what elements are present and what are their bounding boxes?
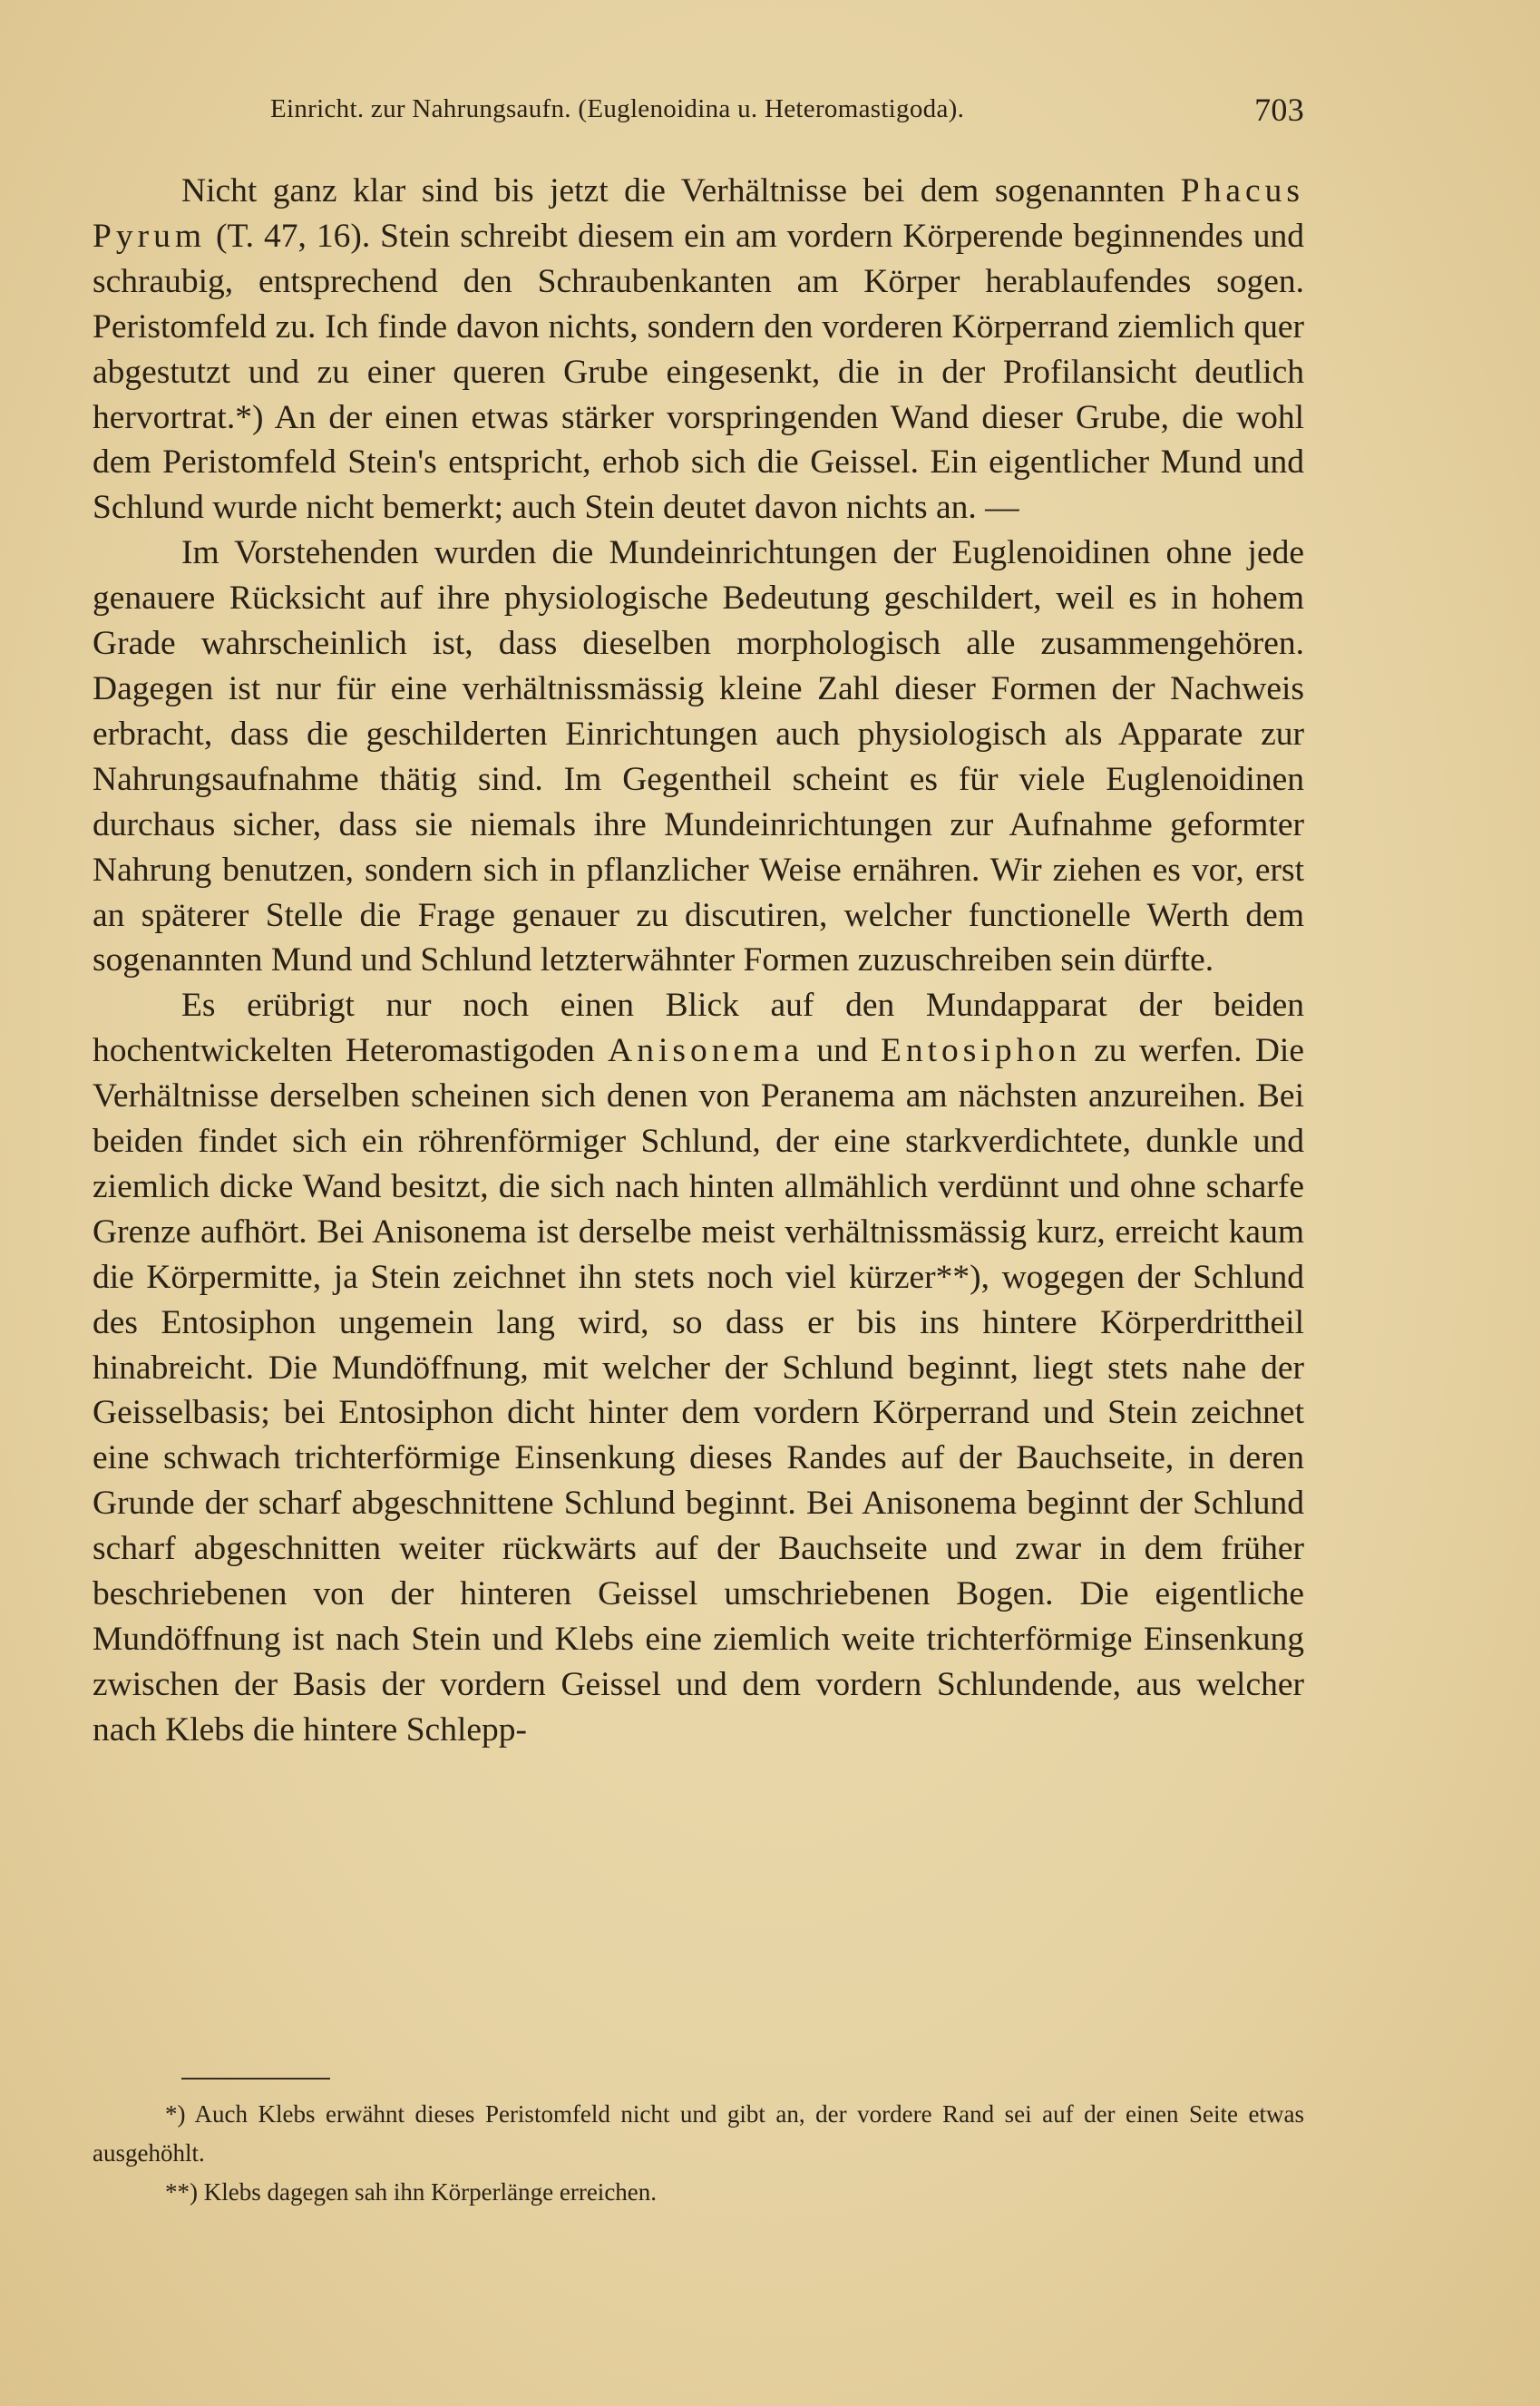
taxon-name: Entosiphon xyxy=(880,1032,1081,1070)
footnote-1: *) Auch Klebs erwähnt dieses Peristomfeld nicht und gibt an, der vordere Rand sei auf der einen Seite etwas ausgehöhlt. xyxy=(93,2100,1304,2167)
paragraph-text: und xyxy=(803,1032,881,1070)
paragraph-mundeinrichtungen: Im Vorstehenden wurden die Mundeinrichtungen der Euglenoidinen ohne jede genauere Rücksicht auf ihre physiologische Bedeutung geschildert, weil es in hohem Grade wahrscheinlich ist, dass dieselben morphologisch alle zusammengehören. Dagegen ist nur für eine verhältnissmässig kleine Zahl dieser Formen der Nachweis erbracht, dass die geschilderten Einrichtungen auch physiologisch als Apparate zur Nahrungsaufnahme thätig sind. Im Gegentheil scheint es für viele Euglenoidinen durchaus sicher, dass sie niemals ihre Mundeinrichtungen zur Aufnahme geformter Nahrung benutzen, sondern sich in pflanzlicher Weise ernähren. Wir ziehen es vor, erst an späterer Stelle die Frage genauer zu discutiren, welcher functionelle Werth dem sogenannten Mund und Schlund letzterwähnter Formen zuzuschreiben sein dürfte. xyxy=(93,534,1304,979)
paragraph-heteromastigoden xyxy=(93,983,1304,1752)
running-head-title: Einricht. zur Nahrungsaufn. (Euglenoidina u. Heteromastigoda). xyxy=(270,94,965,123)
page-number: 703 xyxy=(1254,92,1304,128)
paragraph-text: (T. 47, 16). Stein schreibt diesem ein am vordern Körperende beginnendes und schraubig, entsprechend den Schraubenkanten am Körper herablaufendes sogen. Peristomfeld zu. Ich finde davon nichts, sondern den vorderen Körperrand ziemlich quer abgestutzt und zu einer queren Grube eingesenkt, die in der Profilansicht deutlich hervortrat.*) An der einen etwas stärker vorspringenden Wand dieser Grube, die wohl dem Peristomfeld Stein's entspricht, erhob sich die Geissel. Ein eigentlicher Mund und Schlund wurde nicht bemerkt; auch Stein deutet davon nichts an. — xyxy=(93,217,1304,527)
taxon-name: Anisonema xyxy=(608,1032,804,1070)
paragraph-text: Nicht ganz klar sind bis jetzt die Verhältnisse bei dem sogenannten xyxy=(181,172,1181,209)
footnote-2: **) Klebs dagegen sah ihn Körperlänge erreichen. xyxy=(165,2178,658,2206)
paragraph-phacus xyxy=(93,169,1304,531)
footnotes xyxy=(93,2095,1304,2212)
taxon-name: Phacus Pyrum xyxy=(93,172,1304,255)
paragraph-text: Es erübrigt nur noch einen Blick auf den Mundapparat der beiden hochentwickelten Heteromastigoden xyxy=(93,987,1304,1070)
footnote-divider xyxy=(181,2078,330,2080)
running-head xyxy=(270,91,1304,136)
paragraph-text: zu werfen. Die Verhältnisse derselben scheinen sich denen von Peranema am nächsten anzureihen. Bei beiden findet sich ein röhrenförmiger Schlund, der eine starkverdichtete, dunkle und ziemlich dicke Wand besitzt, die sich nach hinten allmählich verdünnt und ohne scharfe Grenze aufhört. Bei Anisonema ist derselbe meist verhältnissmässig kurz, erreicht kaum die Körpermitte, ja Stein zeichnet ihn stets noch viel kürzer**), wogegen der Schlund des Entosiphon ungemein lang wird, so dass er bis ins hintere Körperdrittheil hinabreicht. Die Mundöffnung, mit welcher der Schlund beginnt, liegt stets nahe der Geisselbasis; bei Entosiphon dicht hinter dem vordern Körperrand und Stein zeichnet eine schwach trichterförmige Einsenkung dieses Randes auf der Bauchseite, in deren Grunde der scharf abgeschnittene Schlund beginnt. Bei Anisonema beginnt der Schlund scharf abgeschnitten weiter rückwärts auf der Bauchseite und zwar in dem früher beschriebenen von der hinteren Geissel umschriebenen Bogen. Die eigentliche Mundöffnung ist nach Stein und Klebs eine ziemlich weite trichterförmige Einsenkung zwischen der Basis der vordern Geissel und dem vordern Schlundende, aus welcher nach Klebs die hintere Schlepp- xyxy=(93,1032,1304,1748)
body-text xyxy=(93,169,1304,1753)
